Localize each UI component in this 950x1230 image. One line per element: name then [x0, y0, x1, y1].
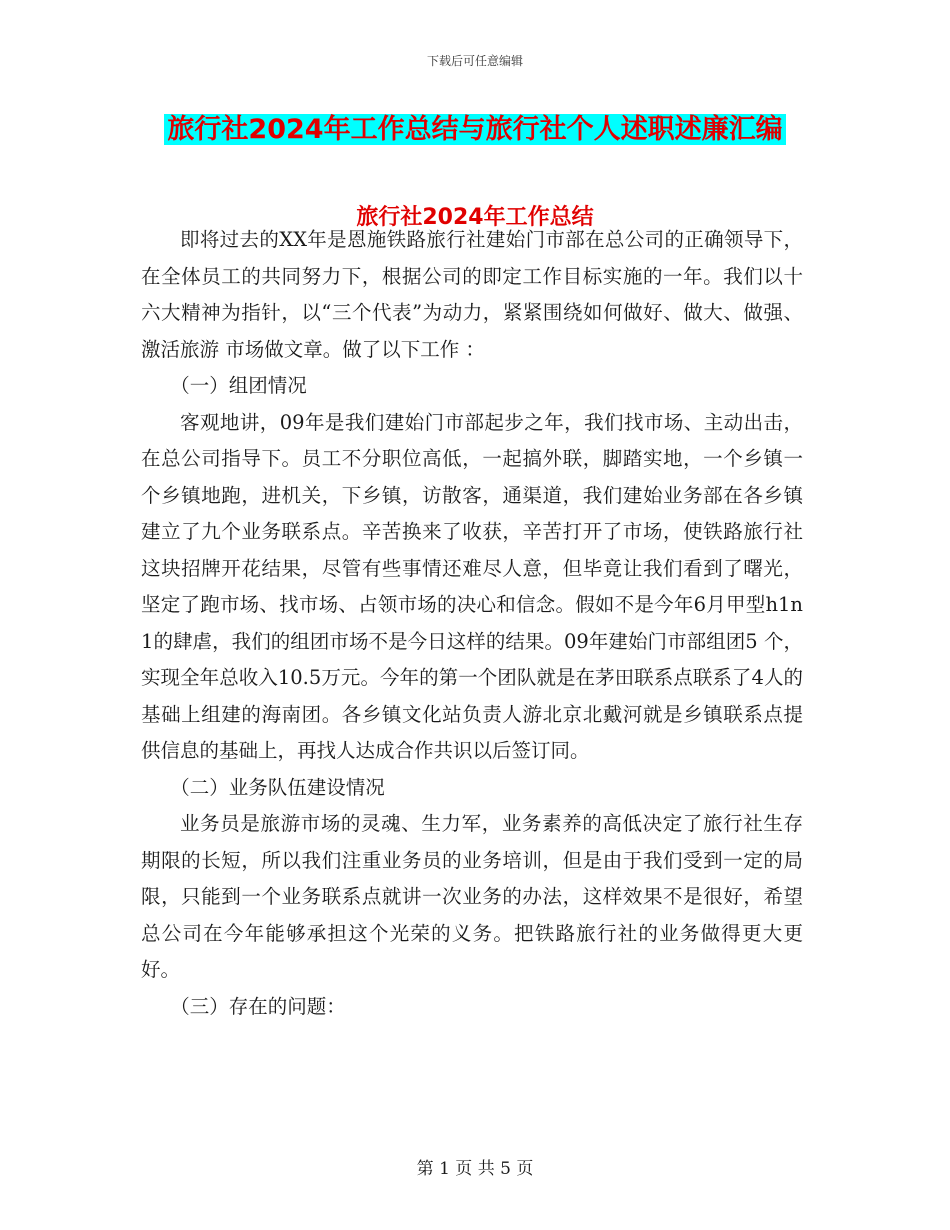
document-title	[0, 110, 950, 150]
header-note: 下载后可任意编辑	[426, 54, 523, 68]
document-body	[141, 222, 803, 1025]
document-title-text: 旅行社2024年工作总结与旅行社个人述职述廉汇编	[164, 114, 785, 145]
section-title: 旅行社2024年工作总结	[356, 205, 594, 230]
paragraph-team-building: 业务员是旅游市场的灵魂、生力军，业务素养的高低决定了旅行社生存期限的长短，所以我们注重业务员的业务培训，但是由于我们受到一定的局限，只能到一个业务联系点就讲一次业务的办法，这样效果不是很好，希望总公司在今年能够承担这个光荣的义务。把铁路旅行社的业务做得更大更好。	[141, 812, 803, 981]
section-heading-3: （三）存在的问题：	[170, 994, 346, 1018]
intro-paragraph: 即将过去的XX年是恩施铁路旅行社建始门市部在总公司的正确领导下，在全体员工的共同努力下，根据公司的即定工作目标实施的一年。我们以十六大精神为指针，以“三个代表”为动力，紧紧围绕如何做好、做大、做强、激活旅游 市场做文章。做了以下工作 ：	[141, 228, 803, 361]
paragraph-group-tours: 客观地讲，09年是我们建始门市部起步之年，我们找市场、主动出击，在总公司指导下。员工不分职位高低，一起搞外联，脚踏实地，一个乡镇一个乡镇地跑，进机关，下乡镇，访散客，通渠道，我们建始业务部在各乡镇建立了九个业务联系点。辛苦换来了收获，辛苦打开了市场，使铁路旅行社这块招牌开花结果，尽管有些事情还难尽人意，但毕竟让我们看到了曙光，坚定了跑市场、找市场、占领市场的决心和信念。假如不是今年6月甲型h1n1的肆虐，我们的组团市场不是今日这样的结果。09年建始门市部组团5 个，实现全年总收入10.5万元。今年的第一个团队就是在茅田联系点联系了4人的基础上组建的海南团。各乡镇文化站负责人游北京北戴河就是乡镇联系点提供信息的基础上，再找人达成合作共识以后签订同。	[141, 410, 803, 762]
section-heading-2: （二）业务队伍建设情况	[170, 775, 385, 799]
page-number: 第 1 页 共 5 页	[416, 1159, 534, 1179]
section-heading-1: （一）组团情况	[170, 374, 307, 397]
